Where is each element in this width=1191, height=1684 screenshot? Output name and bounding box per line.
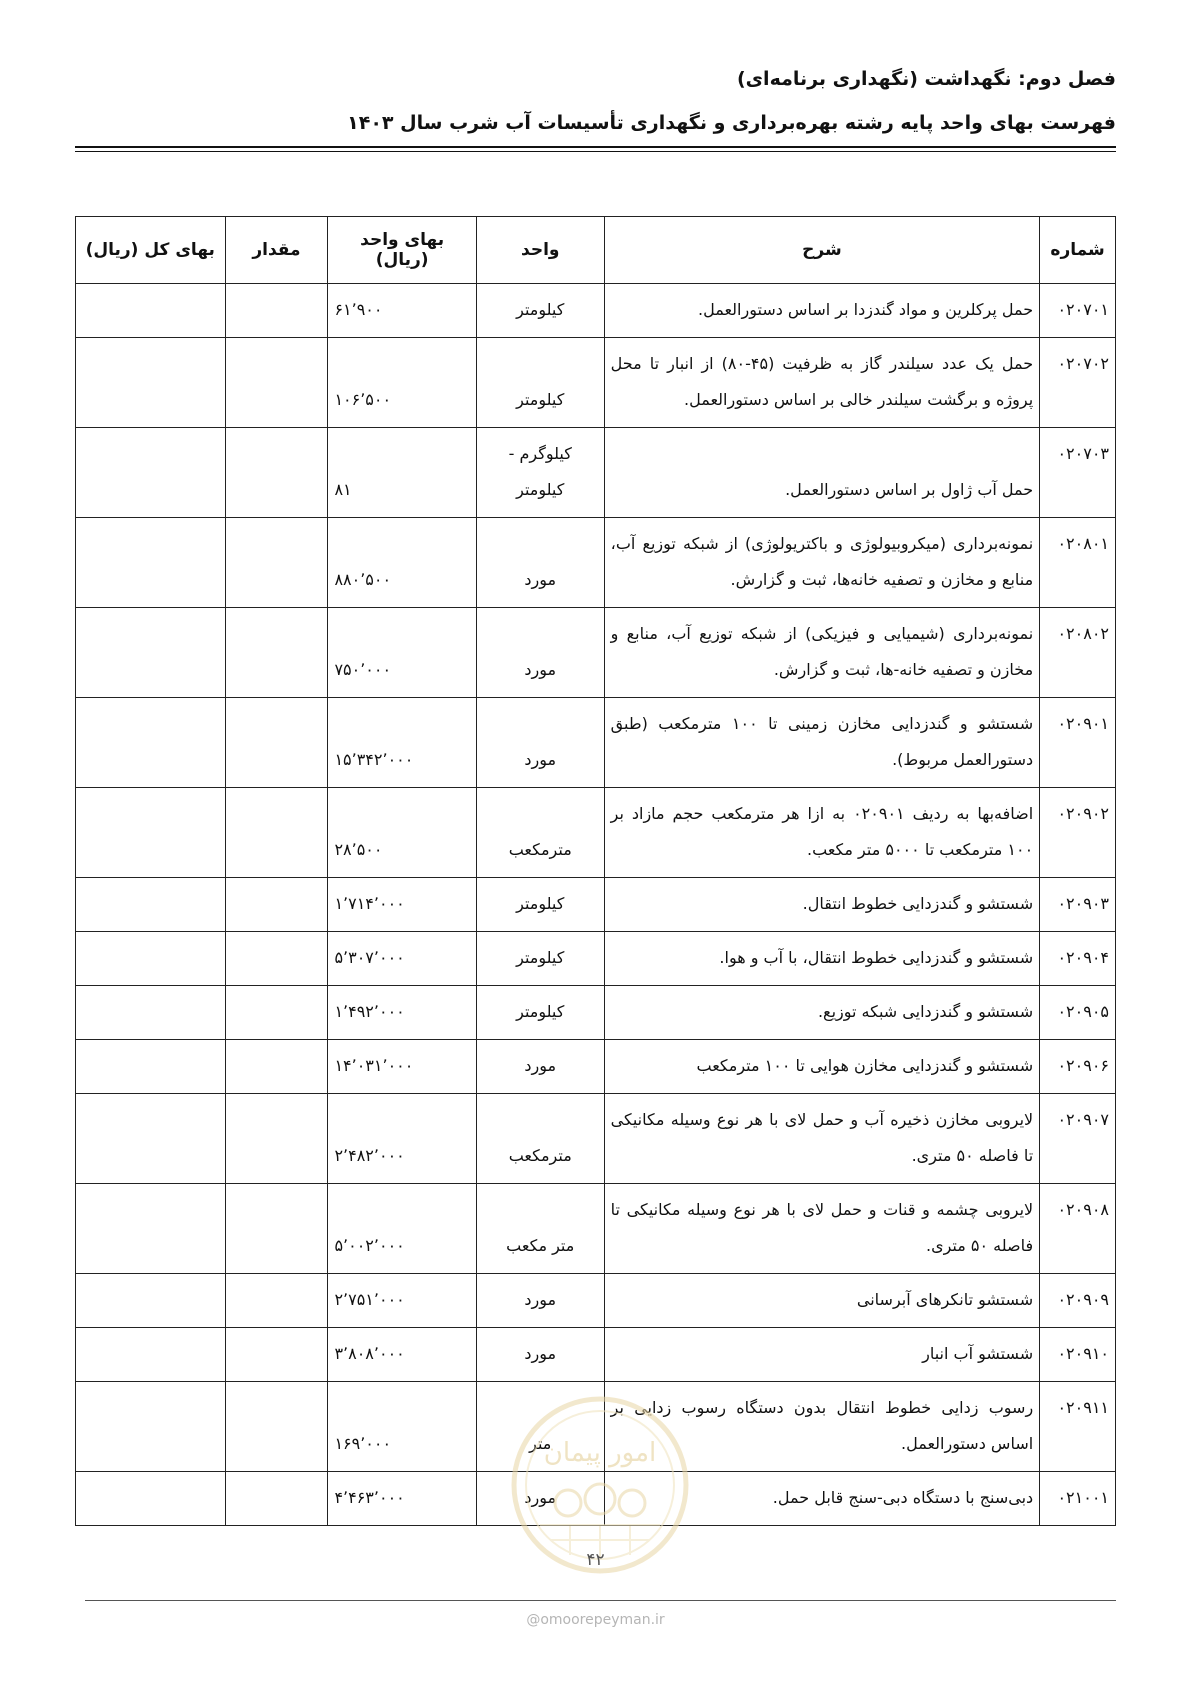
header-rule-thin [75, 151, 1116, 152]
table-row [76, 1184, 1116, 1274]
table-row [76, 1274, 1116, 1328]
row-unit-price: ۷۵۰٬۰۰۰ [328, 608, 476, 698]
row-total [76, 1328, 226, 1382]
document-subtitle: فهرست بهای واحد پایه رشته بهره‌برداری و نگهداری تأسیسات آب شرب سال ۱۴۰۳ [347, 112, 1116, 134]
row-code: ۰۲۰۹۱۰ [1040, 1328, 1116, 1382]
row-code: ۰۲۰۹۰۷ [1040, 1094, 1116, 1184]
row-code: ۰۲۰۷۰۳ [1040, 428, 1116, 518]
page-header [75, 62, 1116, 140]
row-unit: کیلومتر [476, 932, 604, 986]
row-total [76, 284, 226, 338]
row-unit-price: ۳٬۸۰۸٬۰۰۰ [328, 1328, 476, 1382]
row-description: شستشو و گندزدایی خطوط انتقال. [604, 878, 1040, 932]
row-description: دبی‌سنج با دستگاه دبی-سنج قابل حمل. [604, 1472, 1040, 1526]
row-code: ۰۲۰۹۰۲ [1040, 788, 1116, 878]
row-code: ۰۲۰۹۰۹ [1040, 1274, 1116, 1328]
row-total [76, 986, 226, 1040]
row-unit-price: ۲٬۴۸۲٬۰۰۰ [328, 1094, 476, 1184]
row-total [76, 428, 226, 518]
row-quantity [225, 428, 328, 518]
row-total [76, 608, 226, 698]
row-quantity [225, 1184, 328, 1274]
header-rule [75, 146, 1116, 148]
row-unit-price: ۱٬۷۱۴٬۰۰۰ [328, 878, 476, 932]
row-unit: کیلومتر [476, 338, 604, 428]
row-unit-price: ۸۱ [328, 428, 476, 518]
table-row [76, 1040, 1116, 1094]
table-row [76, 1094, 1116, 1184]
row-total [76, 878, 226, 932]
table-row [76, 932, 1116, 986]
table-row [76, 788, 1116, 878]
row-unit: مورد [476, 518, 604, 608]
row-description: حمل یک عدد سیلندر گاز به ظرفیت (۴۵-۸۰) از انبار تا محل پروژه و برگشت سیلندر خالی بر اساس دستورالعمل. [604, 338, 1040, 428]
chapter-title: فصل دوم: نگهداشت (نگهداری برنامه‌ای) [736, 68, 1116, 90]
table-row [76, 608, 1116, 698]
row-unit: مورد [476, 1328, 604, 1382]
col-header-desc: شرح [604, 217, 1040, 284]
row-unit-price: ۸۸۰٬۵۰۰ [328, 518, 476, 608]
row-unit: مورد [476, 698, 604, 788]
row-description: شستشو تانکرهای آبرسانی [604, 1274, 1040, 1328]
row-quantity [225, 338, 328, 428]
row-quantity [225, 284, 328, 338]
row-code: ۰۲۰۸۰۲ [1040, 608, 1116, 698]
table-row [76, 518, 1116, 608]
row-quantity [225, 986, 328, 1040]
row-quantity [225, 1382, 328, 1472]
row-total [76, 338, 226, 428]
row-unit-price: ۵٬۳۰۷٬۰۰۰ [328, 932, 476, 986]
row-quantity [225, 1040, 328, 1094]
row-total [76, 1472, 226, 1526]
row-quantity [225, 1274, 328, 1328]
row-unit: متر مکعب [476, 1184, 604, 1274]
row-code: ۰۲۰۷۰۲ [1040, 338, 1116, 428]
row-description: حمل پرکلرین و مواد گندزدا بر اساس دستورالعمل. [604, 284, 1040, 338]
table-row [76, 284, 1116, 338]
row-description: شستشو و گندزدایی شبکه توزیع. [604, 986, 1040, 1040]
row-description: رسوب زدایی خطوط انتقال بدون دستگاه رسوب زدایی بر اساس دستورالعمل. [604, 1382, 1040, 1472]
row-unit-price: ۲٬۷۵۱٬۰۰۰ [328, 1274, 476, 1328]
watermark-url: @omoorepeyman.ir [526, 1612, 665, 1628]
row-code: ۰۲۱۰۰۱ [1040, 1472, 1116, 1526]
row-unit-price: ۱٬۴۹۲٬۰۰۰ [328, 986, 476, 1040]
col-header-qty: مقدار [225, 217, 328, 284]
price-table [75, 216, 1116, 1526]
row-total [76, 1040, 226, 1094]
row-quantity [225, 518, 328, 608]
row-total [76, 1184, 226, 1274]
row-total [76, 788, 226, 878]
row-total [76, 1094, 226, 1184]
omoorepeyman-seal-logo [510, 1395, 690, 1575]
row-code: ۰۲۰۹۱۱ [1040, 1382, 1116, 1472]
svg-text:امور پیمان: امور پیمان [543, 1438, 657, 1468]
table-row [76, 986, 1116, 1040]
row-unit-price: ۱۰۶٬۵۰۰ [328, 338, 476, 428]
col-header-total: بهای کل (ریال) [76, 217, 226, 284]
row-unit-price: ۴٬۴۶۳٬۰۰۰ [328, 1472, 476, 1526]
row-description: نمونه‌برداری (شیمیایی و فیزیکی) از شبکه توزیع آب، منابع و مخازن و تصفیه خانه-ها، ثبت و گزارش. [604, 608, 1040, 698]
row-unit: مترمکعب [476, 788, 604, 878]
table-row [76, 878, 1116, 932]
row-description: اضافه‌بها به ردیف ۰۲۰۹۰۱ به ازا هر مترمکعب حجم مازاد بر ۱۰۰ مترمکعب تا ۵۰۰۰ متر مکعب. [604, 788, 1040, 878]
table-row [76, 428, 1116, 518]
col-header-unit: واحد [476, 217, 604, 284]
row-total [76, 932, 226, 986]
row-unit: کیلومتر [476, 878, 604, 932]
row-code: ۰۲۰۹۰۳ [1040, 878, 1116, 932]
row-description: شستشو آب انبار [604, 1328, 1040, 1382]
table-header-row [76, 217, 1116, 284]
row-unit-price: ۱۵٬۳۴۲٬۰۰۰ [328, 698, 476, 788]
row-unit-price: ۱۶۹٬۰۰۰ [328, 1382, 476, 1472]
row-total [76, 1382, 226, 1472]
row-unit: مورد [476, 1274, 604, 1328]
row-quantity [225, 788, 328, 878]
table-row [76, 698, 1116, 788]
row-code: ۰۲۰۷۰۱ [1040, 284, 1116, 338]
row-code: ۰۲۰۹۰۵ [1040, 986, 1116, 1040]
row-description: شستشو و گندزدایی خطوط انتقال، با آب و هوا. [604, 932, 1040, 986]
row-unit: مورد [476, 1040, 604, 1094]
row-quantity [225, 932, 328, 986]
col-header-unit-price: بهای واحد (ریال) [328, 217, 476, 284]
row-unit-price: ۱۴٬۰۳۱٬۰۰۰ [328, 1040, 476, 1094]
row-total [76, 1274, 226, 1328]
row-description: حمل آب ژاول بر اساس دستورالعمل. [604, 428, 1040, 518]
row-code: ۰۲۰۹۰۴ [1040, 932, 1116, 986]
row-unit: مترمکعب [476, 1094, 604, 1184]
row-total [76, 698, 226, 788]
row-quantity [225, 1472, 328, 1526]
row-total [76, 518, 226, 608]
footer-rule [85, 1600, 1116, 1601]
row-quantity [225, 698, 328, 788]
row-description: نمونه‌برداری (میکروبیولوژی و باکتریولوژی) از شبکه توزیع آب، منابع و مخازن و تصفیه خانه‌ها، ثبت و گزارش. [604, 518, 1040, 608]
row-code: ۰۲۰۹۰۱ [1040, 698, 1116, 788]
row-code: ۰۲۰۹۰۶ [1040, 1040, 1116, 1094]
row-code: ۰۲۰۸۰۱ [1040, 518, 1116, 608]
row-description: لایروبی مخازن ذخیره آب و حمل لای با هر نوع وسیله مکانیکی تا فاصله ۵۰ متری. [604, 1094, 1040, 1184]
row-quantity [225, 1094, 328, 1184]
row-unit: مورد [476, 1472, 604, 1526]
page-number: ۴۲ [586, 1550, 605, 1570]
row-description: شستشو و گندزدایی مخازن هوایی تا ۱۰۰ مترمکعب [604, 1040, 1040, 1094]
row-quantity [225, 1328, 328, 1382]
table-row [76, 1328, 1116, 1382]
table-row [76, 338, 1116, 428]
col-header-code: شماره [1040, 217, 1116, 284]
row-unit-price: ۲۸٬۵۰۰ [328, 788, 476, 878]
row-description: شستشو و گندزدایی مخازن زمینی تا ۱۰۰ مترمکعب (طبق دستورالعمل مربوط). [604, 698, 1040, 788]
row-unit: مورد [476, 608, 604, 698]
row-quantity [225, 608, 328, 698]
row-code: ۰۲۰۹۰۸ [1040, 1184, 1116, 1274]
row-unit: کیلومتر [476, 986, 604, 1040]
row-unit-price: ۶۱٬۹۰۰ [328, 284, 476, 338]
row-unit-price: ۵٬۰۰۲٬۰۰۰ [328, 1184, 476, 1274]
row-unit: کیلوگرم - کیلومتر [476, 428, 604, 518]
row-quantity [225, 878, 328, 932]
row-description: لایروبی چشمه و قنات و حمل لای با هر نوع وسیله مکانیکی تا فاصله ۵۰ متری. [604, 1184, 1040, 1274]
row-unit: متر [476, 1382, 604, 1472]
row-unit: کیلومتر [476, 284, 604, 338]
